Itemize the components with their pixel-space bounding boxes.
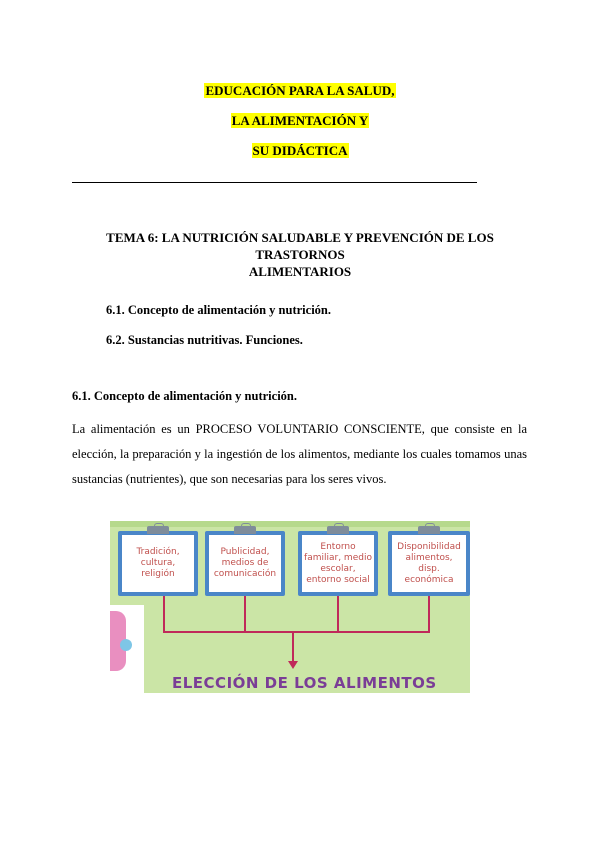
board-entorno bbox=[298, 531, 378, 596]
board-publicidad bbox=[205, 531, 285, 596]
paragraph-line-3: sustancias (nutrientes), que son necesarias para los seres vivos. bbox=[72, 472, 387, 486]
section-paragraph bbox=[72, 417, 527, 492]
title-line-1 bbox=[0, 83, 600, 99]
clipboard-clip-icon bbox=[327, 526, 349, 534]
clipboard-clip-icon bbox=[147, 526, 169, 534]
connector-line bbox=[428, 596, 430, 632]
toc-item-2: 6.2. Sustancias nutritivas. Funciones. bbox=[106, 333, 303, 347]
title-text-2: LA ALIMENTACIÓN Y bbox=[231, 113, 369, 128]
clipboard-clip-icon bbox=[418, 526, 440, 534]
board-tradicion bbox=[118, 531, 198, 596]
board-tradicion-text: Tradición, cultura, religión bbox=[122, 535, 194, 592]
section-title: 6.1. Concepto de alimentación y nutrición. bbox=[72, 389, 297, 403]
arrow-down-icon bbox=[288, 661, 298, 669]
connector-line bbox=[337, 596, 339, 632]
title-line-2 bbox=[0, 113, 600, 129]
toc-item-1: 6.1. Concepto de alimentación y nutrición. bbox=[106, 303, 331, 317]
clipboard-clip-icon bbox=[234, 526, 256, 534]
tema-line-1: TEMA 6: LA NUTRICIÓN SALUDABLE Y PREVENCIÓN DE LOS TRASTORNOS bbox=[106, 230, 494, 262]
title-text-3: SU DIDÁCTICA bbox=[252, 143, 348, 158]
board-disponibilidad-text: Disponibilidad alimentos, disp. económica bbox=[392, 535, 466, 592]
connector-line bbox=[163, 596, 165, 632]
illustration-decor bbox=[120, 639, 132, 651]
title-text-1: EDUCACIÓN PARA LA SALUD, bbox=[205, 83, 395, 98]
board-disponibilidad bbox=[388, 531, 470, 596]
tema-heading bbox=[72, 229, 528, 280]
paragraph-line-1: La alimentación es un PROCESO VOLUNTARIO CONSCIENTE, que consiste en la bbox=[72, 422, 527, 436]
figure-caption: ELECCIÓN DE LOS ALIMENTOS bbox=[172, 674, 437, 692]
board-publicidad-text: Publicidad, medios de comunicación bbox=[209, 535, 281, 592]
horizontal-rule bbox=[72, 182, 477, 183]
board-entorno-text: Entorno familiar, medio escolar, entorno social bbox=[302, 535, 374, 592]
connector-line bbox=[163, 631, 430, 633]
title-line-3 bbox=[0, 143, 600, 159]
paragraph-line-2: elección, la preparación y la ingestión de los alimentos, mediante los cuales tomamos unas bbox=[72, 447, 527, 461]
connector-line bbox=[244, 596, 246, 632]
tema-line-2: ALIMENTARIOS bbox=[248, 264, 352, 279]
food-choice-figure bbox=[110, 521, 470, 693]
connector-line bbox=[292, 631, 294, 663]
